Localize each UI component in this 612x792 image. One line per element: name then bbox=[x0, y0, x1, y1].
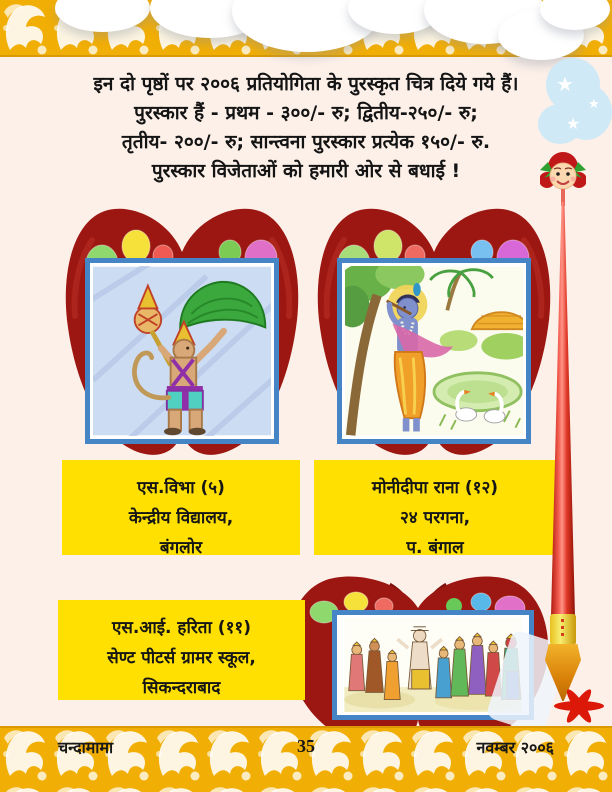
issue-date: नवम्बर २००६ bbox=[476, 738, 554, 757]
winner-school: २४ परगना, bbox=[399, 508, 471, 528]
artwork-frame-2 bbox=[337, 258, 531, 444]
winner-caption-1 bbox=[62, 460, 300, 558]
paint-splash-icon bbox=[550, 684, 608, 728]
winner-name: एस.आई. हरिता (११) bbox=[111, 618, 252, 638]
page-number: 35 bbox=[297, 736, 315, 756]
artwork-hanuman-drawing bbox=[93, 266, 271, 436]
butterfly-frame-1 bbox=[62, 196, 302, 464]
winner-name: एस.विभा (५) bbox=[137, 478, 225, 498]
girl-face-brush-topper-icon bbox=[540, 148, 586, 206]
winner-school: सेण्ट पीटर्स ग्रामर स्कूल, bbox=[107, 648, 256, 668]
artwork-frame-1 bbox=[85, 258, 279, 444]
winner-caption-3 bbox=[58, 600, 305, 700]
winner-school: केन्द्रीय विद्यालय, bbox=[128, 508, 234, 528]
artwork-krishna-painting bbox=[345, 266, 523, 436]
header-line-3: तृतीय- २००/- रु; सान्त्वना पुरस्कार प्रत्येक १५०/- रु. bbox=[121, 131, 491, 153]
star-icon: ★ bbox=[566, 114, 581, 133]
winner-city: प. बंगाल bbox=[406, 538, 464, 558]
butterfly-frame-2 bbox=[314, 196, 554, 464]
header-line-4: पुरस्कार विजेताओं को हमारी ओर से बधाई ! bbox=[151, 160, 461, 182]
star-icon: ★ bbox=[556, 72, 574, 96]
header-line-2: पुरस्कार हैं - प्रथम - ३००/- रु; द्वितीय-२५०/- रु; bbox=[134, 102, 478, 124]
winner-name: मोनीदीपा राना (१२) bbox=[371, 478, 499, 498]
header-line-1: इन दो पृष्ठों पर २००६ प्रतियोगिता के पुरस्कृत चित्र दिये गये हैं। bbox=[93, 73, 519, 95]
magazine-title: चन्दामामा bbox=[58, 738, 114, 757]
winner-city: बंगलोर bbox=[159, 538, 203, 558]
prize-announcement bbox=[22, 70, 590, 186]
paintbrush-handle bbox=[551, 202, 575, 616]
paintbrush-ferrule bbox=[550, 614, 576, 645]
star-icon: ★ bbox=[588, 97, 600, 112]
winner-city: सिकन्दराबाद bbox=[142, 678, 221, 698]
winner-caption-2 bbox=[314, 460, 556, 558]
